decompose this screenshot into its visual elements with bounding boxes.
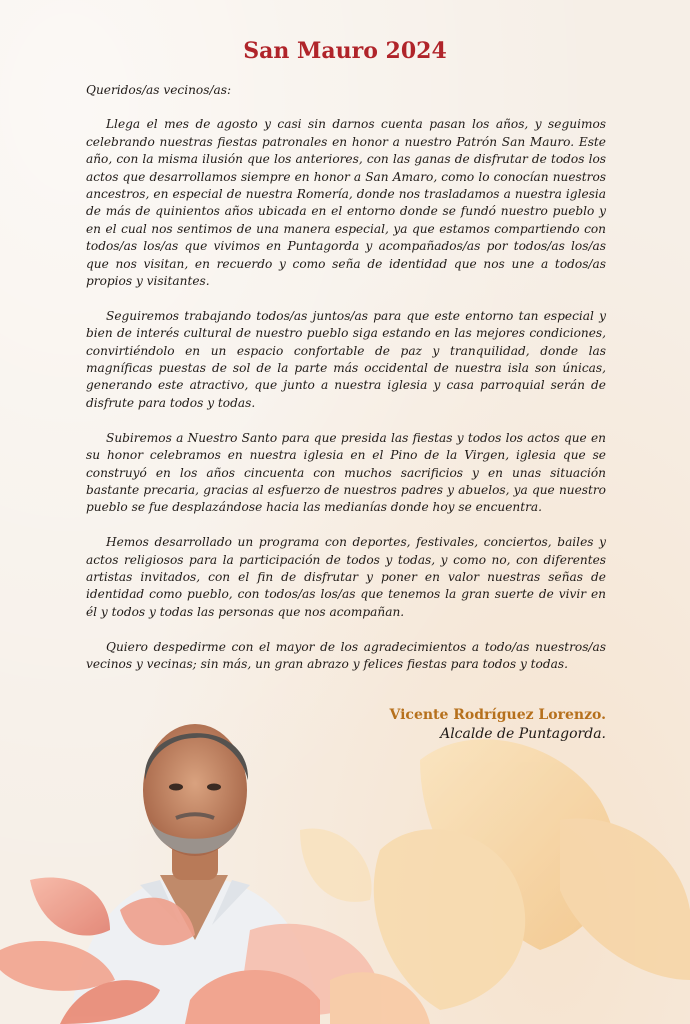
letter-paragraph: Subiremos a Nuestro Santo para que presida las fiestas y todos los actos que en su honor celebramos en nuestra iglesia en el Pino de la Virgen, iglesia que se construyó en los años cincuenta con muchos sacrificios y en unas situación bastante precaria, gracias al esfuerzo de nuestros padres y abuelos, ya que nuestro pueblo se fue desplazándose hacia las medianías donde hoy se encuentra. — [86, 430, 606, 515]
letter-body — [86, 82, 606, 691]
letter-paragraph: Llega el mes de agosto y casi sin darnos cuenta pasan los años, y seguimos celebrando nuestras fiestas patronales en honor a nuestro Patrón San Mauro. Este año, con la misma ilusión que los anteriores, con las ganas de disfrutar de todos los actos que desarrollamos siempre en honor a San Amaro, como lo conocían nuestros ancestros, en especial de nuestra Romería, donde nos trasladamos a nuestra iglesia de más de quinientos años ubicada en el entorno donde se fundó nuestro pueblo y en el cual nos sentimos de una manera especial, ya que estamos compartiendo con todos/as los/as que vivimos en Puntagorda y acompañados/as por todos/as los/as que nos visitan, en recuerdo y como seña de identidad que nos une a todos/as propios y visitantes. — [86, 117, 606, 289]
page-title: San Mauro 2024 — [243, 38, 447, 64]
letter-paragraph: Hemos desarrollado un programa con deportes, festivales, conciertos, bailes y actos religiosos para la participación de todos y todas, y como no, con diferentes artistas invitados, con el fin de disfrutar y poner en valor nuestras señas de identidad como pueblo, con todos/as los/as que tenemos la gran suerte de vivir en él y todos y todas las personas que nos acompañan. — [86, 535, 606, 619]
decorative-artwork — [0, 680, 690, 1024]
signature-role: Alcalde de Puntagorda. — [440, 726, 606, 742]
signature-name: Vicente Rodríguez Lorenzo. — [389, 707, 606, 723]
letter-paragraph: Seguiremos trabajando todos/as juntos/as para que este entorno tan especial y bien de interés cultural de nuestro pueblo siga estando en las mejores condiciones, convirtiéndolo en un espacio confortable de paz y tranquilidad, donde las magníficas puestas de sol de la parte más occidental de nuestra isla son únicas, generando este atractivo, que junto a nuestra iglesia y casa parroquial serán de disfrute para todos y todas. — [86, 308, 606, 410]
letter-paragraph: Quiero despedirme con el mayor de los agradecimientos a todo/as nuestros/as vecinos y vecinas; sin más, un gran abrazo y felices fiestas para todos y todas. — [86, 639, 606, 671]
letter-greeting: Queridos/as vecinos/as: — [86, 83, 232, 97]
